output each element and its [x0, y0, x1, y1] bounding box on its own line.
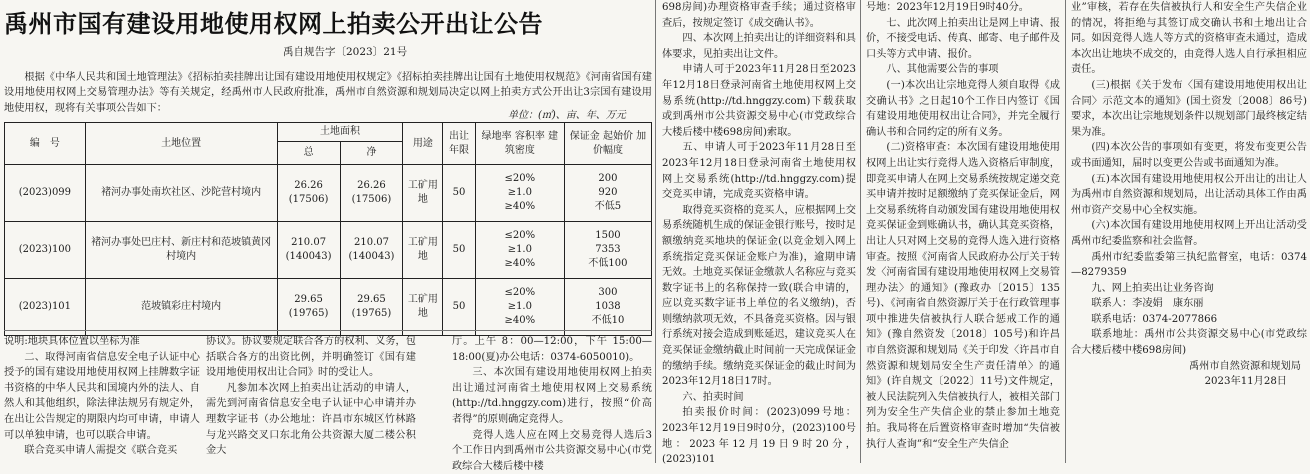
gross-area-mu: 26.26	[294, 180, 323, 191]
green-rate: ≤20%	[504, 230, 536, 241]
increment: 不低100	[588, 258, 628, 269]
header-land-area: 土地面积	[277, 123, 403, 142]
net-area-m2: (140043)	[348, 251, 395, 262]
bottom-text: 联合竞买申请人需提交《联合竞买	[24, 445, 178, 457]
term-years: 50	[443, 165, 476, 222]
planning-indicators	[475, 279, 564, 336]
deposit: 300	[598, 287, 618, 298]
green-rate: ≤20%	[504, 287, 536, 298]
start-price: 1038	[595, 301, 621, 312]
col6-text: 联系地址：禹州市公共资源交易中心(市党政综合大楼后楼中楼698房间)	[1071, 329, 1307, 357]
bottom-col-1	[4, 334, 200, 463]
intro-paragraph: 根据《中华人民共和国土地管理法》《招标拍卖挂牌出让国有建设用地使用权规定》《招标拍卖挂牌出让国有土地使用权规范》《河南省国有建设用地使用权网上交易管理办法》等有关规定，经禹州市人民政府批准，禹州市自然资源和规划局决定以网上拍卖方式公开出让3宗国有建设用地使用权，现将有关事项公告如下：	[4, 72, 652, 114]
header-use: 用途	[403, 123, 443, 165]
net-area-m2: (17506)	[351, 194, 392, 205]
increment: 不低10	[591, 315, 625, 326]
term-years: 50	[443, 222, 476, 279]
parcel-location: 褚河办事处巴庄村、新庄村和范坡镇黄冈村境内	[85, 222, 277, 279]
net-area	[340, 279, 403, 336]
gross-area	[277, 165, 340, 222]
col6-text: (四)本次公告的事项如有变更，将发布变更公告或书面通知，届时以变更公告或书面通知为准。	[1071, 142, 1307, 169]
parcel-table	[4, 122, 652, 336]
col4-text: 四、本次网上拍卖出让的详细资料和具体要求，见拍卖出让文件。	[662, 33, 856, 60]
col4-text: 六、拍卖时间	[682, 391, 744, 403]
gross-area-mu: 29.65	[294, 294, 323, 305]
col6-text: (三)根据《关于发布〈国有建设用地使用权出让合同〉示范文本的通知》(国土资发〔2008〕86号)要求，本次出让宗地规划条件以规划部门最终核定结果为准。	[1071, 79, 1307, 138]
building-density: ≥40%	[504, 201, 536, 212]
gross-area	[277, 222, 340, 279]
parcel-number: (2023)099	[5, 165, 86, 222]
column-4	[662, 0, 856, 466]
plot-ratio: ≥1.0	[507, 187, 532, 198]
header-term: 出让年限	[443, 123, 476, 165]
parcel-location: 范坡镇彩庄村境内	[85, 279, 277, 336]
gross-area-m2: (140043)	[285, 251, 332, 262]
plot-ratio: ≥1.0	[507, 301, 532, 312]
net-area	[340, 165, 403, 222]
plot-ratio: ≥1.0	[507, 244, 532, 255]
col6-text: 九、网上拍卖出让业务咨询	[1091, 282, 1214, 294]
col4-text: 取得竞买资格的竞买人，应根据网上交易系统随机生成的保证金银行账号，按时足额缴纳竞买地块的保证金(以竞金划入网上系统指定竞买保证金账户为准)，逾期申请无效。土地竞买保证金缴款人名称应与竞买数字证书上的名称保持一致(联合申请的，应以竞买数字证书上单位的名义缴纳)，否则缴纳款项无效，不具备竞买资格。因与银行系统对接会造成到账延迟，建议竞买人在竞买保证金缴纳截止时间前一天完成保证金的缴纳手续。缴纳竞买保证金的截止时间为2023年12月18日17时。	[662, 204, 856, 388]
bottom-text: 协议》。协议要规定联合各方的权利、义务，包括联合各方的出资比例，并明确签订《国有建设用地使用权出让合同》时的受让人。	[206, 336, 416, 379]
col4-text: 五、申请人可于2023年11月28日至2023年12月18日登录河南省土地使用权网上交易系统(http://td.hnggzy.com)提交竞买申请，完成竞买资格申请。	[662, 142, 856, 201]
announcement-title: 禹州市国有建设用地使用权网上拍卖公开出让公告	[4, 10, 543, 38]
planning-indicators	[475, 165, 564, 222]
land-use: 工矿用地	[403, 222, 443, 279]
document-number: 禹自规告字〔2023〕21号	[283, 46, 408, 58]
gross-area	[277, 279, 340, 336]
col6-text: (六)本次国有建设用地使用权网上开出让活动受禹州市纪委监察和社会监督。	[1071, 220, 1307, 247]
net-area-mu: 210.07	[353, 237, 389, 248]
green-rate: ≤20%	[504, 173, 536, 184]
price-info	[564, 279, 651, 336]
land-use: 工矿用地	[403, 165, 443, 222]
increment: 不低5	[594, 201, 622, 212]
column-6	[1071, 0, 1307, 463]
net-area	[340, 222, 403, 279]
unit-label: 单位：(㎡)、亩、年、万元	[508, 110, 626, 121]
signature: 禹州市自然资源和规划局	[1188, 360, 1301, 372]
gross-area-m2: (17506)	[288, 194, 329, 205]
header-net: 净	[340, 142, 403, 165]
bottom-text: 竞得人选人应在网上交易竞得人选后3个工作日内到禹州市公共资源交易中心(市党政综合大楼后楼中楼	[452, 429, 652, 472]
net-area-m2: (19765)	[351, 308, 392, 319]
col4-text: 698房间)办理资格审查手续；通过资格审查后，按规定签订《成交确认书》。	[662, 2, 856, 29]
bottom-text: 说明:地块具体位置以坐标为准	[4, 336, 140, 347]
table-row	[5, 279, 652, 336]
header-gross: 总	[277, 142, 340, 165]
col6-text: (五)本次国有建设用地使用权公开出让的出让人为禹州市自然资源和规划局，出让活动具体工作由禹州市资产交易中心全权实施。	[1071, 173, 1307, 216]
parcel-location: 褚河办事处南坎社区、沙陀营村境内	[85, 165, 277, 222]
bottom-text: 三、本次国有建设用地使用权网上拍卖出让通过河南省土地使用权网上交易系统(http://td.hnggzy.com)进行，按照“价高者得”的原则确定竞得人。	[452, 367, 652, 425]
table-body	[5, 165, 652, 336]
building-density: ≥40%	[504, 258, 536, 269]
bottom-text: 二、取得河南省信息安全电子认证中心授予的国有建设用地使用权网上挂牌数字证书资格的中华人民共和国境内外的法人、自然人和其他组织，除法律法规另有规定外，在出让公告规定的期限内均可申请，申请人可以单独申请，也可以联合申请。	[4, 351, 200, 441]
col5-text: 号地：2023年12月19日9时40分。	[866, 2, 1029, 13]
gross-area-mu: 210.07	[291, 237, 327, 248]
bottom-col-2	[206, 334, 416, 463]
header-planning: 绿地率 容积率 建筑密度	[475, 123, 564, 165]
bottom-text: 厅。上午 8：00—12:00，下午 15:00—18:00(夏)办公电话：0374-6050010)。	[452, 336, 652, 363]
net-area-mu: 29.65	[357, 294, 386, 305]
parcel-number: (2023)100	[5, 222, 86, 279]
building-density: ≥40%	[504, 315, 536, 326]
term-years: 50	[443, 279, 476, 336]
col6-text: 业”审核，若存在失信被执行人和安全生产失信企业的情况，将拒绝与其签订成交确认书和土地出让合同。如因竞得人选人等方式的资格审查未通过，造成本次出让地块不成交的，由竞得人选人自行承担相应责任。	[1071, 2, 1307, 76]
bottom-col-3	[452, 334, 652, 472]
col5-text: 八、其他需要公告的事项	[886, 64, 999, 76]
table-row	[5, 222, 652, 279]
price-info	[564, 165, 651, 222]
bottom-text: 凡参加本次网上拍卖出让活动的申请人，需先到河南省信息安全电子认证中心申请并办理数字证书（办公地址：许昌市东城区竹林路与龙兴路交叉口东北角公共资源大厦二楼公积金大	[206, 382, 416, 457]
date: 2023年11月28日	[1204, 376, 1287, 388]
gross-area-m2: (19765)	[288, 308, 329, 319]
planning-indicators	[475, 222, 564, 279]
header-number: 编 号	[5, 123, 86, 165]
col4-text: 拍卖报价时间：(2023)099号地：2023年12月19日9时0分，(2023)100号地：2023年12月19日9时20分，(2023)101	[662, 407, 856, 466]
start-price: 920	[598, 187, 618, 198]
col6-text: 禹州市纪委监委第三执纪监督室，电话：0374—8279359	[1071, 251, 1307, 279]
parcel-number: (2023)101	[5, 279, 86, 336]
table-row	[5, 165, 652, 222]
col5-text: (二)资格审查：本次国有建设用地使用权网上出让实行竞得人选入资格后审制度，即竞买申请人在网上交易系统按规定递交竞买申请并按时足额缴纳了竞买保证金后，网上交易系统将自动颁发国有建设用地使用权竞买保证金到账确认书，确认其竞买资格，出让人只对网上交易的竞得人选入进行资格审查。按照《河南省人民政府办公厅关于转发〈河南省国有建设用地使用权网上交易管理办法〉的通知》(豫政办〔2015〕135号)、《河南省自然资源厅关于在行政管理事项中推进失信被执行人联合惩戒工作的通知》(豫自然资发〔2018〕105号)和许昌市自然资源和规划局《关于印发〈许昌市自然资源和规划局安全生产责任清单〉的通知》(许自规文〔2022〕11号)文件规定，被人民法院列入失信被执行人，被相关部门列为安全生产失信企业的禁止参加土地竞拍。我局将在后置资格审查时增加“失信被执行人查询”和“安全生产失信企	[866, 142, 1060, 450]
deposit: 200	[598, 173, 618, 184]
col4-text: 申请人可于2023年11月28日至2023年12月18日登录河南省土地使用权网上交易系统(http://td.hnggzy.com)下载获取或到禹州市公共资源交易中心(市党政综合大楼后楼中楼698房间)索取。	[662, 64, 856, 138]
col5-text: (一)本次出让宗地竞得人须自取得《成交确认书》之日起10个工作日内签订《国有建设用地使用权出让合同》，并完全履行确认书和合同约定的所有义务。	[866, 79, 1060, 138]
start-price: 7353	[595, 244, 621, 255]
price-info	[564, 222, 651, 279]
land-use: 工矿用地	[403, 279, 443, 336]
header-location: 土地位置	[85, 123, 277, 165]
col6-text: 联系电话：0374-2077866	[1091, 313, 1218, 325]
net-area-mu: 26.26	[357, 180, 386, 191]
deposit: 1500	[595, 230, 621, 241]
col6-text: 联系人：李凌娟 康东丽	[1091, 298, 1204, 310]
col5-text: 七、此次网上拍卖出让是网上申请、报价，不接受电话、传真、邮寄、电子邮件及口头等方式申请、报价。	[866, 17, 1060, 60]
column-5	[866, 0, 1060, 463]
header-price: 保证金 起始价 加价幅度	[564, 123, 651, 165]
